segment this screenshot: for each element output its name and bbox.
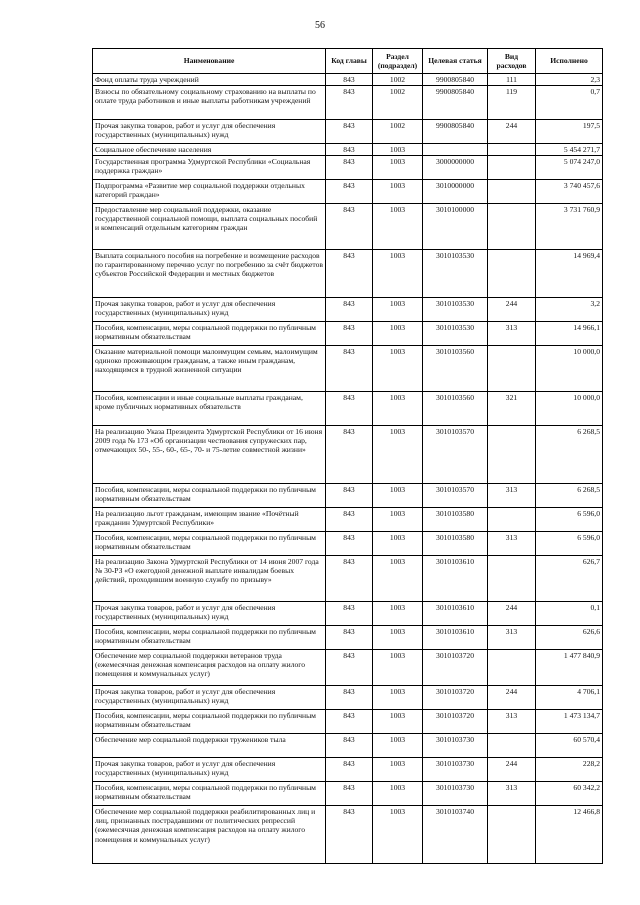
- row-expense: 313: [488, 626, 536, 650]
- row-section: 1003: [373, 602, 423, 626]
- table-row: [93, 298, 603, 322]
- row-amount: 60 342,2: [536, 782, 603, 806]
- table-row: [93, 120, 603, 144]
- row-code: 843: [326, 120, 373, 144]
- table-row: [93, 392, 603, 426]
- row-expense: [488, 556, 536, 602]
- row-name: На реализацию Закона Удмуртской Республики от 14 июня 2007 года № 30-РЗ «О ежегодной денежной выплате инвалидам боевых действий, проходившим военную службу по призыву»: [93, 556, 326, 602]
- row-name: Обеспечение мер социальной поддержки ветеранов труда (ежемесячная денежная компенсация расходов на оплату жилого помещения и коммунальных услуг): [93, 650, 326, 686]
- row-code: 843: [326, 204, 373, 250]
- row-section: 1003: [373, 426, 423, 484]
- row-section: 1003: [373, 144, 423, 156]
- table-row: [93, 710, 603, 734]
- row-target: 3010103720: [423, 710, 488, 734]
- row-section: 1003: [373, 686, 423, 710]
- row-amount: 10 000,0: [536, 392, 603, 426]
- row-target: 3010000000: [423, 180, 488, 204]
- row-code: 843: [326, 180, 373, 204]
- row-expense: [488, 650, 536, 686]
- row-expense: 313: [488, 710, 536, 734]
- row-code: 843: [326, 144, 373, 156]
- table-body: [93, 74, 603, 864]
- row-amount: 626,7: [536, 556, 603, 602]
- row-name: Пособия, компенсации и иные социальные выплаты гражданам, кроме публичных нормативных обязательств: [93, 392, 326, 426]
- table-row: [93, 484, 603, 508]
- row-expense: 313: [488, 532, 536, 556]
- row-section: 1003: [373, 556, 423, 602]
- row-amount: 14 969,4: [536, 250, 603, 298]
- row-expense: [488, 156, 536, 180]
- row-target: 9900805840: [423, 86, 488, 120]
- row-target: 3010103580: [423, 532, 488, 556]
- table-row: [93, 322, 603, 346]
- row-section: 1003: [373, 734, 423, 758]
- row-target: 3010103530: [423, 298, 488, 322]
- budget-table: [92, 48, 603, 864]
- row-target: 3010103610: [423, 626, 488, 650]
- row-section: 1003: [373, 204, 423, 250]
- row-code: 843: [326, 602, 373, 626]
- table-row: [93, 508, 603, 532]
- row-target: 3010103610: [423, 556, 488, 602]
- row-code: 843: [326, 532, 373, 556]
- row-name: На реализацию Указа Президента Удмуртской Республики от 16 июня 2009 года № 173 «Об организации чествования супружеских пар, отмечающих 50-, 55-, 60-, 65-, 70- и 75-летие совместной жизни»: [93, 426, 326, 484]
- row-expense: 244: [488, 758, 536, 782]
- row-target: 3010103720: [423, 686, 488, 710]
- row-amount: 4 706,1: [536, 686, 603, 710]
- row-code: 843: [326, 392, 373, 426]
- row-amount: 197,5: [536, 120, 603, 144]
- row-section: 1002: [373, 86, 423, 120]
- row-expense: [488, 250, 536, 298]
- row-section: 1002: [373, 74, 423, 86]
- row-name: Прочая закупка товаров, работ и услуг для обеспечения государственных (муниципальных) нужд: [93, 602, 326, 626]
- row-name: Пособия, компенсации, меры социальной поддержки по публичным нормативным обязательствам: [93, 484, 326, 508]
- row-amount: 3,2: [536, 298, 603, 322]
- row-code: 843: [326, 86, 373, 120]
- table-row: [93, 156, 603, 180]
- row-code: 843: [326, 508, 373, 532]
- table-row: [93, 86, 603, 120]
- row-amount: 1 477 840,9: [536, 650, 603, 686]
- row-expense: [488, 346, 536, 392]
- row-target: 3010103580: [423, 508, 488, 532]
- header-section: Раздел (подраздел): [373, 49, 423, 74]
- row-expense: [488, 734, 536, 758]
- table-row: [93, 250, 603, 298]
- row-section: 1003: [373, 250, 423, 298]
- row-amount: 6 596,0: [536, 508, 603, 532]
- row-name: Пособия, компенсации, меры социальной поддержки по публичным нормативным обязательствам: [93, 782, 326, 806]
- page-number: 56: [315, 20, 325, 31]
- row-expense: 244: [488, 120, 536, 144]
- row-name: Предоставление мер социальной поддержки, оказание государственной социальной помощи, выплата социальных пособий и компенсаций отдельным категориям граждан: [93, 204, 326, 250]
- row-amount: 5 454 271,7: [536, 144, 603, 156]
- row-expense: 244: [488, 602, 536, 626]
- row-name: Прочая закупка товаров, работ и услуг для обеспечения государственных (муниципальных) нужд: [93, 686, 326, 710]
- row-code: 843: [326, 156, 373, 180]
- row-section: 1003: [373, 532, 423, 556]
- row-code: 843: [326, 298, 373, 322]
- row-name: Социальное обеспечение населения: [93, 144, 326, 156]
- table-header-row: [93, 49, 603, 74]
- row-code: 843: [326, 74, 373, 86]
- row-expense: 119: [488, 86, 536, 120]
- row-amount: 3 740 457,6: [536, 180, 603, 204]
- row-expense: 244: [488, 298, 536, 322]
- row-amount: 12 466,8: [536, 806, 603, 864]
- table-row: [93, 650, 603, 686]
- row-expense: 313: [488, 322, 536, 346]
- row-section: 1003: [373, 298, 423, 322]
- table-row: [93, 532, 603, 556]
- row-name: На реализацию льгот гражданам, имеющим звание «Почётный гражданин Удмуртской Республики»: [93, 508, 326, 532]
- row-amount: 3 731 760,9: [536, 204, 603, 250]
- row-code: 843: [326, 734, 373, 758]
- row-amount: 6 268,5: [536, 484, 603, 508]
- row-section: 1003: [373, 484, 423, 508]
- row-section: 1003: [373, 180, 423, 204]
- row-code: 843: [326, 484, 373, 508]
- row-section: 1003: [373, 782, 423, 806]
- table-row: [93, 556, 603, 602]
- row-target: 9900805840: [423, 120, 488, 144]
- row-amount: 10 000,0: [536, 346, 603, 392]
- row-name: Взносы по обязательному социальному страхованию на выплаты по оплате труда работников и иные выплаты работникам учреждений: [93, 86, 326, 120]
- table-row: [93, 204, 603, 250]
- row-expense: 244: [488, 686, 536, 710]
- row-code: 843: [326, 426, 373, 484]
- row-section: 1003: [373, 508, 423, 532]
- table-row: [93, 144, 603, 156]
- row-code: 843: [326, 782, 373, 806]
- row-name: Пособия, компенсации, меры социальной поддержки по публичным нормативным обязательствам: [93, 710, 326, 734]
- row-expense: [488, 508, 536, 532]
- row-amount: 1 473 134,7: [536, 710, 603, 734]
- row-expense: 313: [488, 484, 536, 508]
- row-target: 3010103740: [423, 806, 488, 864]
- row-code: 843: [326, 346, 373, 392]
- row-section: 1003: [373, 626, 423, 650]
- row-name: Выплата социального пособия на погребение и возмещение расходов по гарантированному перечню услуг по погребению за счёт бюджетов субъектов Российской Федерации и местных бюджетов: [93, 250, 326, 298]
- row-target: 3010103730: [423, 734, 488, 758]
- row-code: 843: [326, 758, 373, 782]
- row-amount: 0,7: [536, 86, 603, 120]
- table-row: [93, 782, 603, 806]
- header-name: Наименование: [93, 49, 326, 74]
- row-section: 1003: [373, 758, 423, 782]
- row-code: 843: [326, 626, 373, 650]
- row-section: 1003: [373, 392, 423, 426]
- table-row: [93, 806, 603, 864]
- row-target: 3010103530: [423, 322, 488, 346]
- row-target: 3010103610: [423, 602, 488, 626]
- row-expense: 321: [488, 392, 536, 426]
- row-code: 843: [326, 806, 373, 864]
- row-amount: 60 570,4: [536, 734, 603, 758]
- table-row: [93, 602, 603, 626]
- row-target: 9900805840: [423, 74, 488, 86]
- table-row: [93, 686, 603, 710]
- row-target: 3000000000: [423, 156, 488, 180]
- row-target: 3010103720: [423, 650, 488, 686]
- row-name: Фонд оплаты труда учреждений: [93, 74, 326, 86]
- row-name: Прочая закупка товаров, работ и услуг для обеспечения государственных (муниципальных) нужд: [93, 298, 326, 322]
- header-amount: Исполнено: [536, 49, 603, 74]
- row-section: 1003: [373, 156, 423, 180]
- row-amount: 14 966,1: [536, 322, 603, 346]
- row-target: 3010103730: [423, 758, 488, 782]
- row-amount: 0,1: [536, 602, 603, 626]
- row-target: 3010103730: [423, 782, 488, 806]
- row-expense: [488, 806, 536, 864]
- row-code: 843: [326, 650, 373, 686]
- table-row: [93, 426, 603, 484]
- row-section: 1003: [373, 710, 423, 734]
- table-row: [93, 180, 603, 204]
- table-row: [93, 346, 603, 392]
- row-amount: 2,3: [536, 74, 603, 86]
- row-section: 1003: [373, 650, 423, 686]
- row-expense: [488, 180, 536, 204]
- row-target: 3010103560: [423, 392, 488, 426]
- row-name: Прочая закупка товаров, работ и услуг для обеспечения государственных (муниципальных) нужд: [93, 758, 326, 782]
- row-amount: 5 074 247,0: [536, 156, 603, 180]
- row-amount: 6 596,0: [536, 532, 603, 556]
- row-name: Обеспечение мер социальной поддержки тружеников тыла: [93, 734, 326, 758]
- row-name: Обеспечение мер социальной поддержки реабилитированных лиц и лиц, признанных пострадавшими от политических репрессий (ежемесячная денежная компенсация расходов на оплату жилого помещения и коммунальных услуг): [93, 806, 326, 864]
- row-code: 843: [326, 322, 373, 346]
- header-target: Целевая статья: [423, 49, 488, 74]
- row-expense: [488, 426, 536, 484]
- row-target: 3010100000: [423, 204, 488, 250]
- row-section: 1003: [373, 322, 423, 346]
- row-section: 1003: [373, 806, 423, 864]
- header-code: Код главы: [326, 49, 373, 74]
- row-target: 3010103530: [423, 250, 488, 298]
- table-row: [93, 734, 603, 758]
- row-name: Пособия, компенсации, меры социальной поддержки по публичным нормативным обязательствам: [93, 532, 326, 556]
- row-expense: [488, 144, 536, 156]
- table-row: [93, 758, 603, 782]
- row-name: Пособия, компенсации, меры социальной поддержки по публичным нормативным обязательствам: [93, 322, 326, 346]
- row-name: Оказание материальной помощи малоимущим семьям, малоимущим одиноко проживающим гражданам, а также иным гражданам, находящимся в трудной жизненной ситуации: [93, 346, 326, 392]
- row-amount: 626,6: [536, 626, 603, 650]
- row-amount: 6 268,5: [536, 426, 603, 484]
- row-amount: 228,2: [536, 758, 603, 782]
- row-section: 1003: [373, 346, 423, 392]
- row-name: Пособия, компенсации, меры социальной поддержки по публичным нормативным обязательствам: [93, 626, 326, 650]
- row-code: 843: [326, 250, 373, 298]
- table-row: [93, 74, 603, 86]
- row-target: 3010103570: [423, 426, 488, 484]
- row-name: Подпрограмма «Развитие мер социальной поддержки отдельных категорий граждан»: [93, 180, 326, 204]
- row-section: 1002: [373, 120, 423, 144]
- row-target: 3010103560: [423, 346, 488, 392]
- row-name: Прочая закупка товаров, работ и услуг для обеспечения государственных (муниципальных) нужд: [93, 120, 326, 144]
- table-row: [93, 626, 603, 650]
- row-target: [423, 144, 488, 156]
- row-expense: 111: [488, 74, 536, 86]
- row-name: Государственная программа Удмуртской Республики «Социальная поддержка граждан»: [93, 156, 326, 180]
- row-code: 843: [326, 686, 373, 710]
- row-code: 843: [326, 710, 373, 734]
- row-code: 843: [326, 556, 373, 602]
- row-expense: 313: [488, 782, 536, 806]
- row-target: 3010103570: [423, 484, 488, 508]
- header-expense: Вид расходов: [488, 49, 536, 74]
- row-expense: [488, 204, 536, 250]
